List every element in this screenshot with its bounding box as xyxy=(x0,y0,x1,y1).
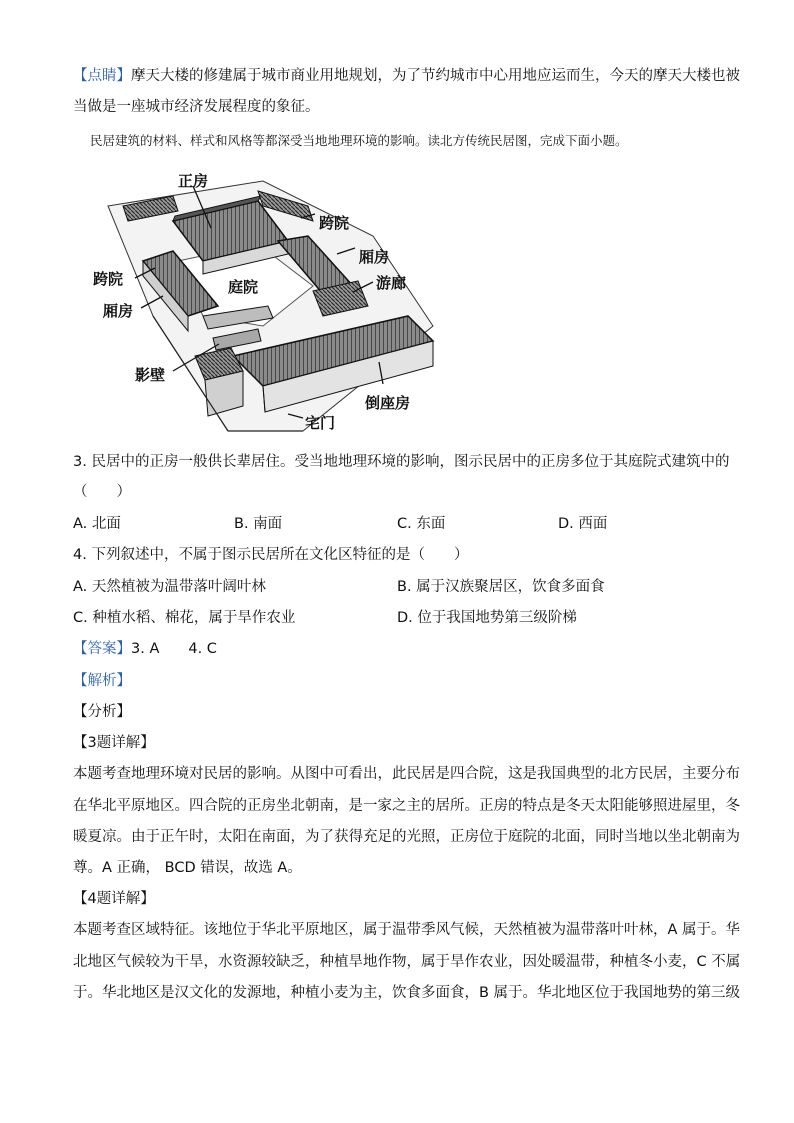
q3-option-a: A. 北面 xyxy=(73,516,121,532)
q3-option-c: C. 东面 xyxy=(397,516,446,532)
intro-text: 民居建筑的材料、样式和风格等都深受当地地理环境的影响。读北方传统民居图，完成下面小题。 xyxy=(90,133,628,148)
label-kuayuan-left: 跨院 xyxy=(93,270,124,288)
q3-stem: 3. 民居中的正房一般供长辈居住。受当地地理环境的影响，图示民居中的正房多位于其庭院式建筑中的 xyxy=(73,454,730,470)
label-zhaimen: 宅门 xyxy=(305,414,336,432)
q4-option-a: A. 天然植被为温带落叶阔叶林 xyxy=(73,579,266,595)
siheyuan-illustration xyxy=(83,166,443,436)
q3-option-b: B. 南面 xyxy=(234,516,283,532)
label-kuayuan-right: 跨院 xyxy=(319,214,350,232)
siheyuan-figure xyxy=(83,166,443,436)
q3-paren: （ ） xyxy=(73,484,131,500)
label-zhengfang: 正房 xyxy=(178,172,209,190)
tip-line-2: 当做是一座城市经济发展程度的象征。 xyxy=(73,99,320,115)
detail3-line-2: 在华北平原地区。四合院的正房坐北朝南，是一家之主的居所。正房的特点是冬天太阳能够照进屋里，冬 xyxy=(73,798,740,814)
detail3-line-3: 暖夏凉。由于正午时，太阳在南面，为了获得充足的光照，正房位于庭院的北面，同时当地以坐北朝南为 xyxy=(73,829,740,845)
detail3-line-1: 本题考查地理环境对民居的影响。从图中可看出，此民居是四合院，这是我国典型的北方民居，主要分布 xyxy=(73,766,740,782)
detail4-line-2: 北地区气候较为干旱，水资源较缺乏，种植旱地作物，属于旱作农业，因处暖温带，种植冬小麦，C 不属 xyxy=(73,954,741,970)
label-xiangfang-right: 厢房 xyxy=(359,248,390,266)
label-youlang: 游廊 xyxy=(376,274,407,292)
q4-option-d: D. 位于我国地势第三级阶梯 xyxy=(397,610,577,626)
detail4-tag: 【4题详解】 xyxy=(73,891,155,907)
q4-option-c: C. 种植水稻、棉花，属于旱作农业 xyxy=(73,610,296,626)
answer-text: 3. A 4. C xyxy=(131,641,217,657)
answer-line xyxy=(73,639,723,659)
q4-stem: 4. 下列叙述中，不属于图示民居所在文化区特征的是（ ） xyxy=(73,547,469,563)
tip-tag: 【点睛】 xyxy=(73,68,131,84)
label-yingbi: 影壁 xyxy=(135,366,166,384)
detail4-line-1: 本题考查区域特征。该地位于华北平原地区，属于温带季风气候，天然植被为温带落叶叶林，A 属于。华 xyxy=(73,922,741,938)
q4-option-b: B. 属于汉族聚居区，饮食多面食 xyxy=(397,579,605,595)
label-daozuofang: 倒座房 xyxy=(365,394,411,412)
tip-line-1 xyxy=(73,66,740,86)
detail3-line-4: 尊。A 正确， BCD 错误，故选 A。 xyxy=(73,860,302,876)
q3-option-d: D. 西面 xyxy=(558,516,608,532)
detail4-line-3: 于。华北地区是汉文化的发源地，种植小麦为主，饮食多面食，B 属于。华北地区位于我国地势的第三级 xyxy=(73,985,741,1001)
tip-text-1: 摩天大楼的修建属于城市商业用地规划，为了节约城市中心用地应运而生，今天的摩天大楼也被 xyxy=(131,68,740,84)
fenxi-tag: 【分析】 xyxy=(73,704,131,720)
label-xiangfang-left: 厢房 xyxy=(103,302,134,320)
analysis-tag: 【解析】 xyxy=(73,673,131,689)
answer-tag: 【答案】 xyxy=(73,641,131,657)
label-tingyuan: 庭院 xyxy=(228,278,259,296)
detail3-tag: 【3题详解】 xyxy=(73,735,155,751)
